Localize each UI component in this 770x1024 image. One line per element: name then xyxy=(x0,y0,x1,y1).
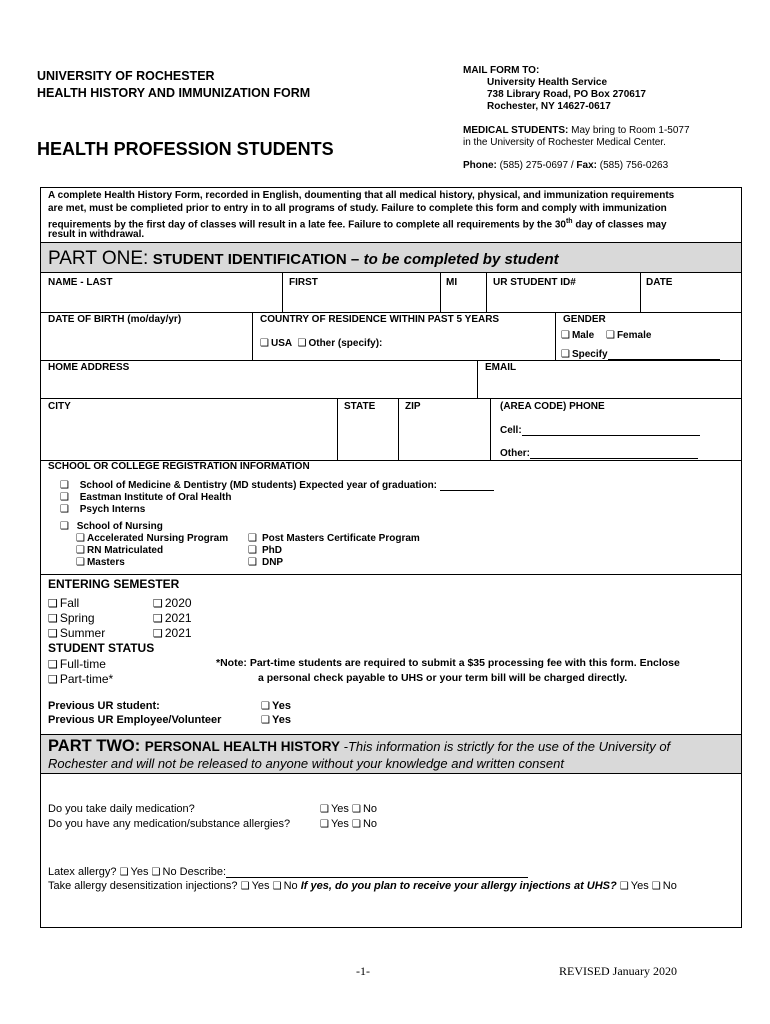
page-number: -1- xyxy=(356,964,370,978)
allergies-no-checkbox[interactable]: ❑ xyxy=(351,819,361,830)
semester-summer: ❑ Summer xyxy=(48,626,106,640)
registration-item-psych: ❑ Psych Interns xyxy=(60,504,146,515)
mail-line-3: Rochester, NY 14627-0617 xyxy=(487,101,611,112)
nursing-right-1: ❑ Post Masters Certificate Program xyxy=(248,533,420,544)
revised-date: REVISED January 2020 xyxy=(559,964,677,978)
intro-line-3: requirements by the first day of classes will result in a late fee. Failure to complete all requirements by the 30th day of classes may xyxy=(48,218,667,231)
medication-options: ❑ Yes ❑ No xyxy=(320,803,378,815)
usa-checkbox[interactable]: ❑ xyxy=(260,338,269,349)
allergies-yes-checkbox[interactable]: ❑ xyxy=(320,819,329,830)
part-two-heading xyxy=(48,737,670,756)
dob-label: DATE OF BIRTH (mo/day/yr) xyxy=(48,314,182,325)
previous-student-label: Previous UR student: xyxy=(48,700,160,712)
dnp-checkbox[interactable]: ❑ xyxy=(248,557,257,568)
latex-yes-checkbox[interactable]: ❑ xyxy=(119,867,129,878)
university-name: UNIVERSITY OF ROCHESTER xyxy=(37,69,215,83)
masters-checkbox[interactable]: ❑ xyxy=(76,557,85,568)
post-masters-checkbox[interactable]: ❑ xyxy=(248,533,257,544)
semester-heading: ENTERING SEMESTER xyxy=(48,577,180,591)
allergies-question: Do you have any medication/substance allergies? xyxy=(48,818,291,830)
home-address-label: HOME ADDRESS xyxy=(48,362,130,373)
graduation-year-input[interactable] xyxy=(440,480,494,491)
fall-checkbox[interactable]: ❑ xyxy=(48,597,58,610)
full-time-checkbox[interactable]: ❑ xyxy=(48,658,58,671)
mail-line-1: University Health Service xyxy=(487,77,608,88)
spring-checkbox[interactable]: ❑ xyxy=(48,612,58,625)
part-time-note-1: *Note: Part-time students are required to submit a $35 processing fee with this form. Enclose xyxy=(216,657,680,669)
registration-item-eastman: ❑ Eastman Institute of Oral Health xyxy=(60,492,232,503)
gender-options: ❑ Male ❑ Female xyxy=(561,330,652,341)
country-label: COUNTRY OF RESIDENCE WITHIN PAST 5 YEARS xyxy=(260,314,500,325)
status-part-time: ❑ Part-time* xyxy=(48,672,114,686)
part-two-label: PART TWO: xyxy=(48,737,141,755)
nursing-left-3: ❑ Masters xyxy=(76,557,125,568)
city-label: CITY xyxy=(48,401,71,412)
status-full-time: ❑ Full-time xyxy=(48,657,106,671)
other-phone-field: Other: xyxy=(500,448,698,459)
state-label: STATE xyxy=(344,401,376,412)
female-checkbox[interactable]: ❑ xyxy=(605,330,615,341)
part-two-title: PERSONAL HEALTH HISTORY xyxy=(144,739,340,754)
intro-line-4: result in withdrawal. xyxy=(48,229,145,240)
mail-line-2: 738 Library Road, PO Box 270617 xyxy=(487,89,646,100)
intro-line-2: are met, must be complieted prior to entry in to all programs of study. Failure to complete this form and comply with immunization xyxy=(48,203,667,214)
year-2020: ❑ 2020 xyxy=(153,596,192,610)
part-one-subtitle: to be completed by student xyxy=(363,251,559,268)
year-2021-b: ❑ 2021 xyxy=(153,626,192,640)
fax-label: Fax: xyxy=(576,160,597,171)
nursing-right-3: ❑ DNP xyxy=(248,557,284,568)
uhs-no-checkbox[interactable]: ❑ xyxy=(651,881,661,892)
form-box xyxy=(40,187,742,928)
email-label: EMAIL xyxy=(485,362,517,373)
accelerated-checkbox[interactable]: ❑ xyxy=(76,533,85,544)
gender-label: GENDER xyxy=(563,314,606,325)
part-time-note-2: a personal check payable to UHS or your term bill will be charged directly. xyxy=(258,672,628,684)
psych-checkbox[interactable]: ❑ xyxy=(60,504,69,515)
contact-separator: / xyxy=(570,160,574,171)
medical-label: MEDICAL STUDENTS: xyxy=(463,125,569,136)
allergies-options: ❑ Yes ❑ No xyxy=(320,818,378,830)
fax-number: (585) 756-0263 xyxy=(599,160,669,171)
male-checkbox[interactable]: ❑ xyxy=(561,330,570,341)
nursing-left-2: ❑ RN Matriculated xyxy=(76,545,164,556)
year-2021a-checkbox[interactable]: ❑ xyxy=(153,612,163,625)
latex-row: Latex allergy? ❑ Yes ❑ No Describe: xyxy=(48,866,528,878)
page-title: HEALTH PROFESSION STUDENTS xyxy=(37,139,334,159)
phone-label-field: (AREA CODE) PHONE xyxy=(500,401,605,412)
part-one-title: STUDENT IDENTIFICATION – xyxy=(152,251,360,268)
cell-field: Cell: xyxy=(500,425,700,436)
eastman-checkbox[interactable]: ❑ xyxy=(60,492,69,503)
phone-label: Phone: xyxy=(463,160,497,171)
semester-fall: ❑ Fall xyxy=(48,596,80,610)
other-country-checkbox[interactable]: ❑ xyxy=(297,338,307,349)
semester-spring: ❑ Spring xyxy=(48,611,95,625)
other-phone-input[interactable] xyxy=(530,448,698,459)
uhs-yes-checkbox[interactable]: ❑ xyxy=(619,881,629,892)
medical-text: May bring to Room 1-5077 xyxy=(571,125,690,136)
country-options: ❑ USA ❑ Other (specify): xyxy=(260,338,383,349)
previous-employee-label: Previous UR Employee/Volunteer xyxy=(48,714,222,726)
nursing-checkbox[interactable]: ❑ xyxy=(60,521,69,532)
desens-yes-checkbox[interactable]: ❑ xyxy=(240,881,250,892)
specify-input[interactable] xyxy=(608,349,720,360)
part-two-subtitle-2: Rochester and will not be released to anyone without your knowledge and written consent xyxy=(48,756,564,771)
medication-no-checkbox[interactable]: ❑ xyxy=(351,804,361,815)
part-one-heading xyxy=(48,248,559,270)
gender-specify: ❑ Specify xyxy=(561,349,720,360)
part-two-subtitle-1: -This information is strictly for the use of the University of xyxy=(340,739,671,754)
registration-item-md: ❑ School of Medicine & Dentistry (MD students) Expected year of graduation: xyxy=(60,480,494,491)
specify-checkbox[interactable]: ❑ xyxy=(561,349,570,360)
previous-student-checkbox[interactable]: ❑ xyxy=(261,701,270,712)
desens-no-checkbox[interactable]: ❑ xyxy=(272,881,282,892)
year-2021b-checkbox[interactable]: ❑ xyxy=(153,627,163,640)
nursing-right-2: ❑ PhD xyxy=(248,545,282,556)
ur-student-id-label: UR STUDENT ID# xyxy=(493,277,576,288)
phd-checkbox[interactable]: ❑ xyxy=(248,545,257,556)
md-checkbox[interactable]: ❑ xyxy=(60,480,69,491)
medication-yes-checkbox[interactable]: ❑ xyxy=(320,804,329,815)
date-label: DATE xyxy=(646,277,673,288)
intro-line-1: A complete Health History Form, recorded in English, doumenting that all medical history, physical, and immunization requirements xyxy=(48,190,675,201)
nursing-left-1: ❑ Accelerated Nursing Program xyxy=(76,533,229,544)
part-time-checkbox[interactable]: ❑ xyxy=(48,673,58,686)
desensitization-row: Take allergy desensitization injections? ❑ Yes ❑ No If yes, do you plan to receive your allergy injections at UHS? ❑ Yes ❑ No xyxy=(48,880,677,892)
medication-question: Do you take daily medication? xyxy=(48,803,195,815)
year-2020-checkbox[interactable]: ❑ xyxy=(153,597,163,610)
first-name-label: FIRST xyxy=(289,277,318,288)
rn-checkbox[interactable]: ❑ xyxy=(76,545,85,556)
mi-label: MI xyxy=(446,277,458,288)
registration-item-nursing: ❑ School of Nursing xyxy=(60,521,163,532)
medical-text-2: in the University of Rochester Medical Center. xyxy=(463,137,666,148)
previous-employee-checkbox[interactable]: ❑ xyxy=(261,715,270,726)
latex-no-checkbox[interactable]: ❑ xyxy=(151,867,161,878)
year-2021-a: ❑ 2021 xyxy=(153,611,192,625)
summer-checkbox[interactable]: ❑ xyxy=(48,627,58,640)
contact-line xyxy=(463,160,668,172)
status-heading: STUDENT STATUS xyxy=(48,641,155,655)
mail-label: MAIL FORM TO: xyxy=(463,65,540,76)
cell-input[interactable] xyxy=(522,425,700,436)
latex-describe-input[interactable] xyxy=(226,867,528,878)
phone-number: (585) 275-0697 xyxy=(499,160,569,171)
previous-student-yes: ❑ Yes xyxy=(261,700,291,712)
medical-students-note xyxy=(463,125,690,137)
registration-heading: SCHOOL OR COLLEGE REGISTRATION INFORMATION xyxy=(48,461,310,472)
part-one-label: PART ONE: xyxy=(48,248,149,269)
previous-employee-yes: ❑ Yes xyxy=(261,714,291,726)
name-last-label: NAME - LAST xyxy=(48,277,113,288)
zip-label: ZIP xyxy=(405,401,421,412)
form-name: HEALTH HISTORY AND IMMUNIZATION FORM xyxy=(37,86,311,100)
